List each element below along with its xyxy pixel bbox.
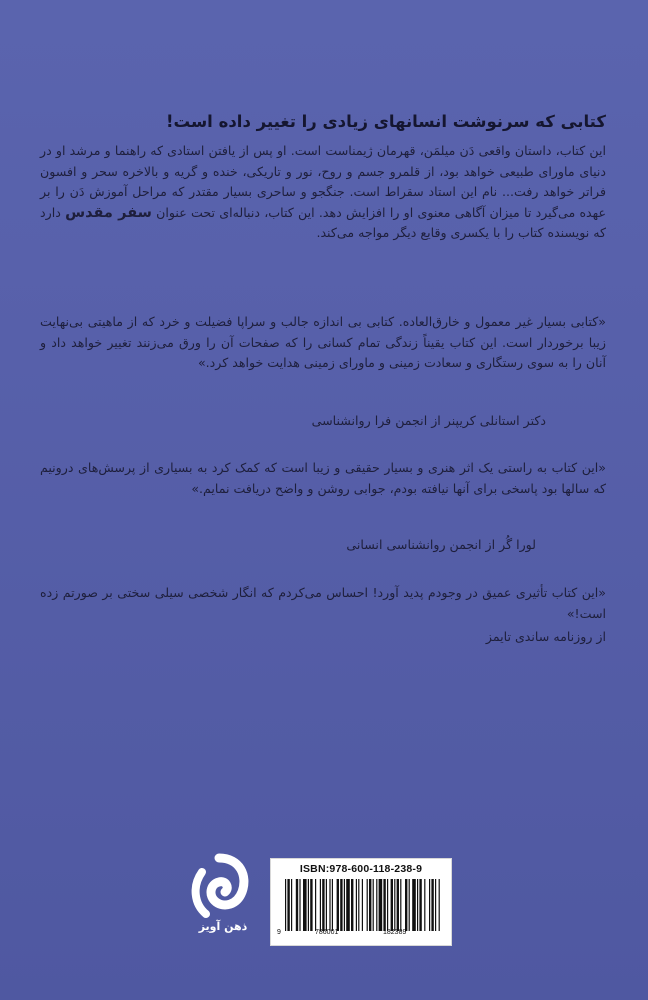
barcode-bar (367, 879, 368, 931)
barcode-digits-right: 182389 (383, 929, 407, 936)
headline: کتابی که سرنوشت انسانهای زیادی را تغییر داده است! (165, 112, 606, 131)
intro-paragraph (40, 141, 606, 244)
barcode-bar (397, 879, 399, 931)
barcode-bar (358, 879, 359, 931)
isbn-barcode (270, 858, 452, 946)
barcode-bar (369, 879, 371, 931)
barcode-bar (417, 879, 418, 931)
barcode-digits (271, 929, 451, 941)
barcode-bar (387, 879, 388, 931)
barcode-bar (383, 879, 385, 931)
isbn-label: ISBN:978-600-118-238-9 (299, 863, 423, 875)
publisher-name: ذهن آویز (198, 920, 248, 933)
barcode-bar (435, 879, 436, 931)
barcode-bar (287, 879, 289, 931)
barcode-bar (439, 879, 440, 931)
barcode-bar (285, 879, 286, 931)
barcode-bar (391, 879, 393, 931)
barcode-digits-left: 786001 (315, 929, 339, 936)
barcode-bar (362, 879, 363, 931)
barcode-bar (320, 879, 321, 931)
intro-text: این کتاب، داستان واقعی دَن میلمَن، قهرمان ژیمناست است. او پس از یافتن استادی که راهنما و مرشد او در دنیای ماورای طبیعی خواهد بود، از قلمرو جسم و روح، نور و تاریکی، خنده و گریه و بالاخره سحر و افسون فراتر خواهد رفت... نام این استاد سقراط است. جنگجو و ساحری بسیار مقتدر که مراحل آموزش دَن را بر عهده می‌گیرد تا میزان آگاهی معنوی او را افزایش دهد. این کتاب، دنباله‌ای تحت عنوان (40, 143, 606, 220)
barcode-bar (412, 879, 416, 931)
barcode-bar (308, 879, 309, 931)
barcode-digit-first: 9 (277, 929, 281, 936)
barcode-bar (356, 879, 357, 931)
barcode-bar (431, 879, 433, 931)
barcode-bar (346, 879, 350, 931)
barcode-bar (303, 879, 307, 931)
testimonial-source-3: از روزنامه ساندی تایمز (485, 629, 606, 644)
barcode-bar (351, 879, 353, 931)
barcode-bar (310, 879, 312, 931)
testimonial-source-2: لورا گُر از انجمن روانشناسی انسانی (346, 537, 536, 552)
sequel-title: سفر مقدس (65, 204, 152, 221)
testimonial-quote-3: «این کتاب تأثیری عمیق در وجودم پدید آورد! احساس می‌کردم که انگار شخصی سیلی سختی بر صورتم زده است!» (40, 585, 606, 621)
barcode-bar (429, 879, 430, 931)
barcode-bar (376, 879, 377, 931)
barcode-bars (285, 879, 441, 931)
barcode-bar (379, 879, 383, 931)
barcode-bar (409, 879, 410, 931)
barcode-bar (405, 879, 407, 931)
barcode-bar (394, 879, 395, 931)
barcode-bar (373, 879, 374, 931)
barcode-bar (326, 879, 327, 931)
barcode-bar (332, 879, 333, 931)
testimonial-quote-2: «این کتاب به راستی یک اثر هنری و بسیار حقیقی و زیبا است که کمک کرد به بسیاری از پرسش‌های درونیم که سالها بود پاسخی برای آنها نیافته بودم، جوابی روشن و واضح دریافت نمایم.» (40, 460, 606, 496)
barcode-bar (419, 879, 421, 931)
barcode-bar (337, 879, 339, 931)
barcode-bar (340, 879, 342, 931)
testimonial-quote-1: «کتابی بسیار غیر معمول و خارق‌العاده. کتابی بی اندازه جالب و سراپا فضیلت و خرد که از ماهیتی بی‌نهایت زیبا برخوردار است. این کتاب یقیناً زندگی تمام کسانی را که صفحات آن را ورق می‌زنند تغییر خواهد داد و آنان را به سوی رستگاری و سعادت زمینی و ماورای زمینی هدایت خواهد کرد.» (40, 314, 606, 371)
barcode-bar (424, 879, 425, 931)
barcode-bar (344, 879, 345, 931)
barcode-bar (299, 879, 300, 931)
barcode-bar (296, 879, 298, 931)
intro-text-end: دارد که نویسنده کتاب را با یکسری وقایع دیگر مواجه می‌کند. (40, 204, 606, 241)
barcode-bar (322, 879, 324, 931)
barcode-bar (315, 879, 316, 931)
barcode-bar (400, 879, 401, 931)
testimonial-source-1: دکتر استانلی کریپنر از انجمن فرا روانشناسی (311, 413, 546, 428)
barcode-bar (291, 879, 292, 931)
barcode-bar (329, 879, 330, 931)
